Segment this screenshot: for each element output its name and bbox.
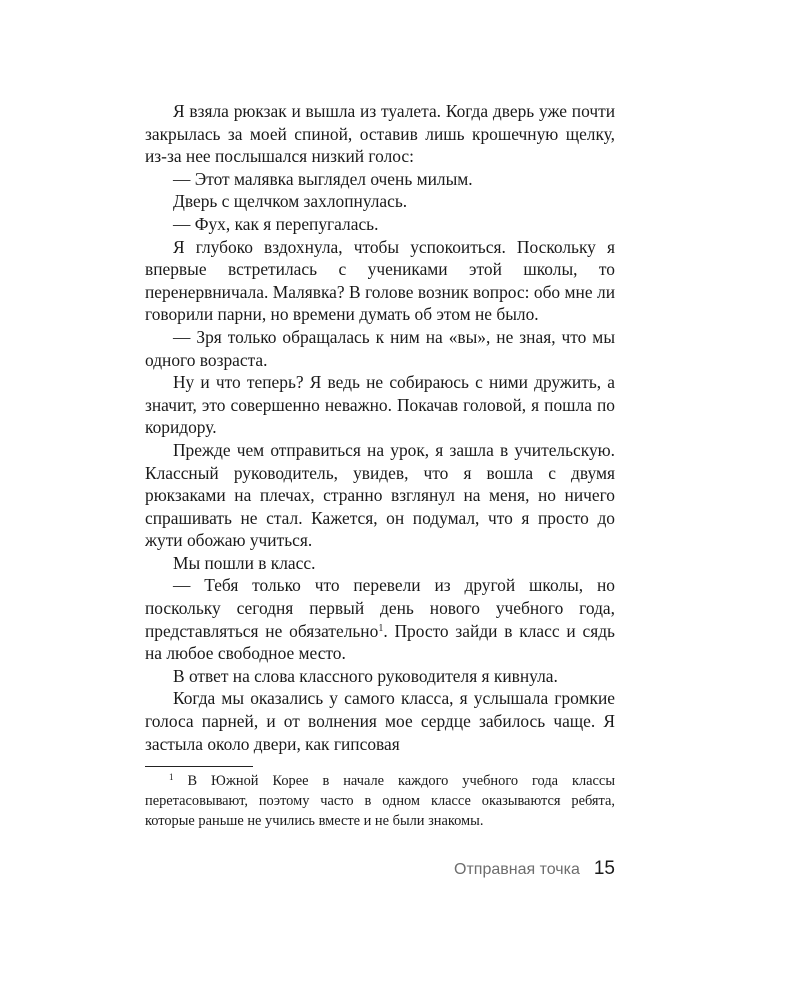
running-title: Отправная точка xyxy=(454,861,580,878)
paragraph: Когда мы оказались у самого класса, я услышала громкие голоса парней, и от волнения мое сердце забилось чаще. Я застыла около двери, как гипсовая xyxy=(145,688,615,754)
paragraph-with-footnote-ref xyxy=(145,574,615,664)
paragraph: Дверь с щелчком захлопнулась. xyxy=(173,191,408,212)
page-number: 15 xyxy=(593,858,615,879)
paragraph: Мы пошли в класс. xyxy=(173,552,316,573)
paragraph: В ответ на слова классного руководителя я кивнула. xyxy=(173,665,558,686)
main-text xyxy=(145,100,615,755)
page-footer xyxy=(454,858,615,888)
footnote-text: В Южной Корее в начале каждого учебного года классы перетасовывают, поэтому часто в одном классе оказываются ребята, которые раньше не учились вместе и не были знакомы. xyxy=(145,773,615,829)
paragraph: Ну и что теперь? Я ведь не собираюсь с ними дружить, а значит, это совершенно неважно. Покачав головой, я пошла по коридору. xyxy=(145,372,615,438)
paragraph: — Этот малявка выглядел очень милым. xyxy=(173,168,473,189)
footnote xyxy=(145,772,615,831)
paragraph-text: . Просто зайди в класс и сядь на любое свободное место. xyxy=(145,620,615,664)
footnote-marker: 1 xyxy=(169,772,174,782)
footnote-reference: 1 xyxy=(378,622,384,634)
footnote-divider xyxy=(145,766,253,767)
paragraph: — Фух, как я перепугалась. xyxy=(173,213,379,234)
paragraph: Я глубоко вздохнула, чтобы успокоиться. Поскольку я впервые встретилась с учениками этой школы, то перенервничала. Малявка? В голове возник вопрос: обо мне ли говорили парни, но времени думать об этом не было. xyxy=(145,236,615,325)
paragraph: Я взяла рюкзак и вышла из туалета. Когда дверь уже почти закрылась за моей спиной, оставив лишь крошечную щелку, из-за нее послышался низкий голос: xyxy=(145,101,615,167)
paragraph: — Зря только обращалась к ним на «вы», не зная, что мы одного возраста. xyxy=(145,326,615,370)
paragraph: Прежде чем отправиться на урок, я зашла в учительскую. Классный руководитель, увидев, что я вошла с двумя рюкзаками на плечах, странно взглянул на меня, но ничего спрашивать не стал. Кажется, он подумал, что я просто до жути обожаю учиться. xyxy=(145,439,615,551)
paragraph-text: — Тебя только что перевели из другой школы, но поскольку сегодня первый день нового учебного года, представляться не обязательно xyxy=(145,575,615,641)
footnote-text-block xyxy=(145,772,615,831)
